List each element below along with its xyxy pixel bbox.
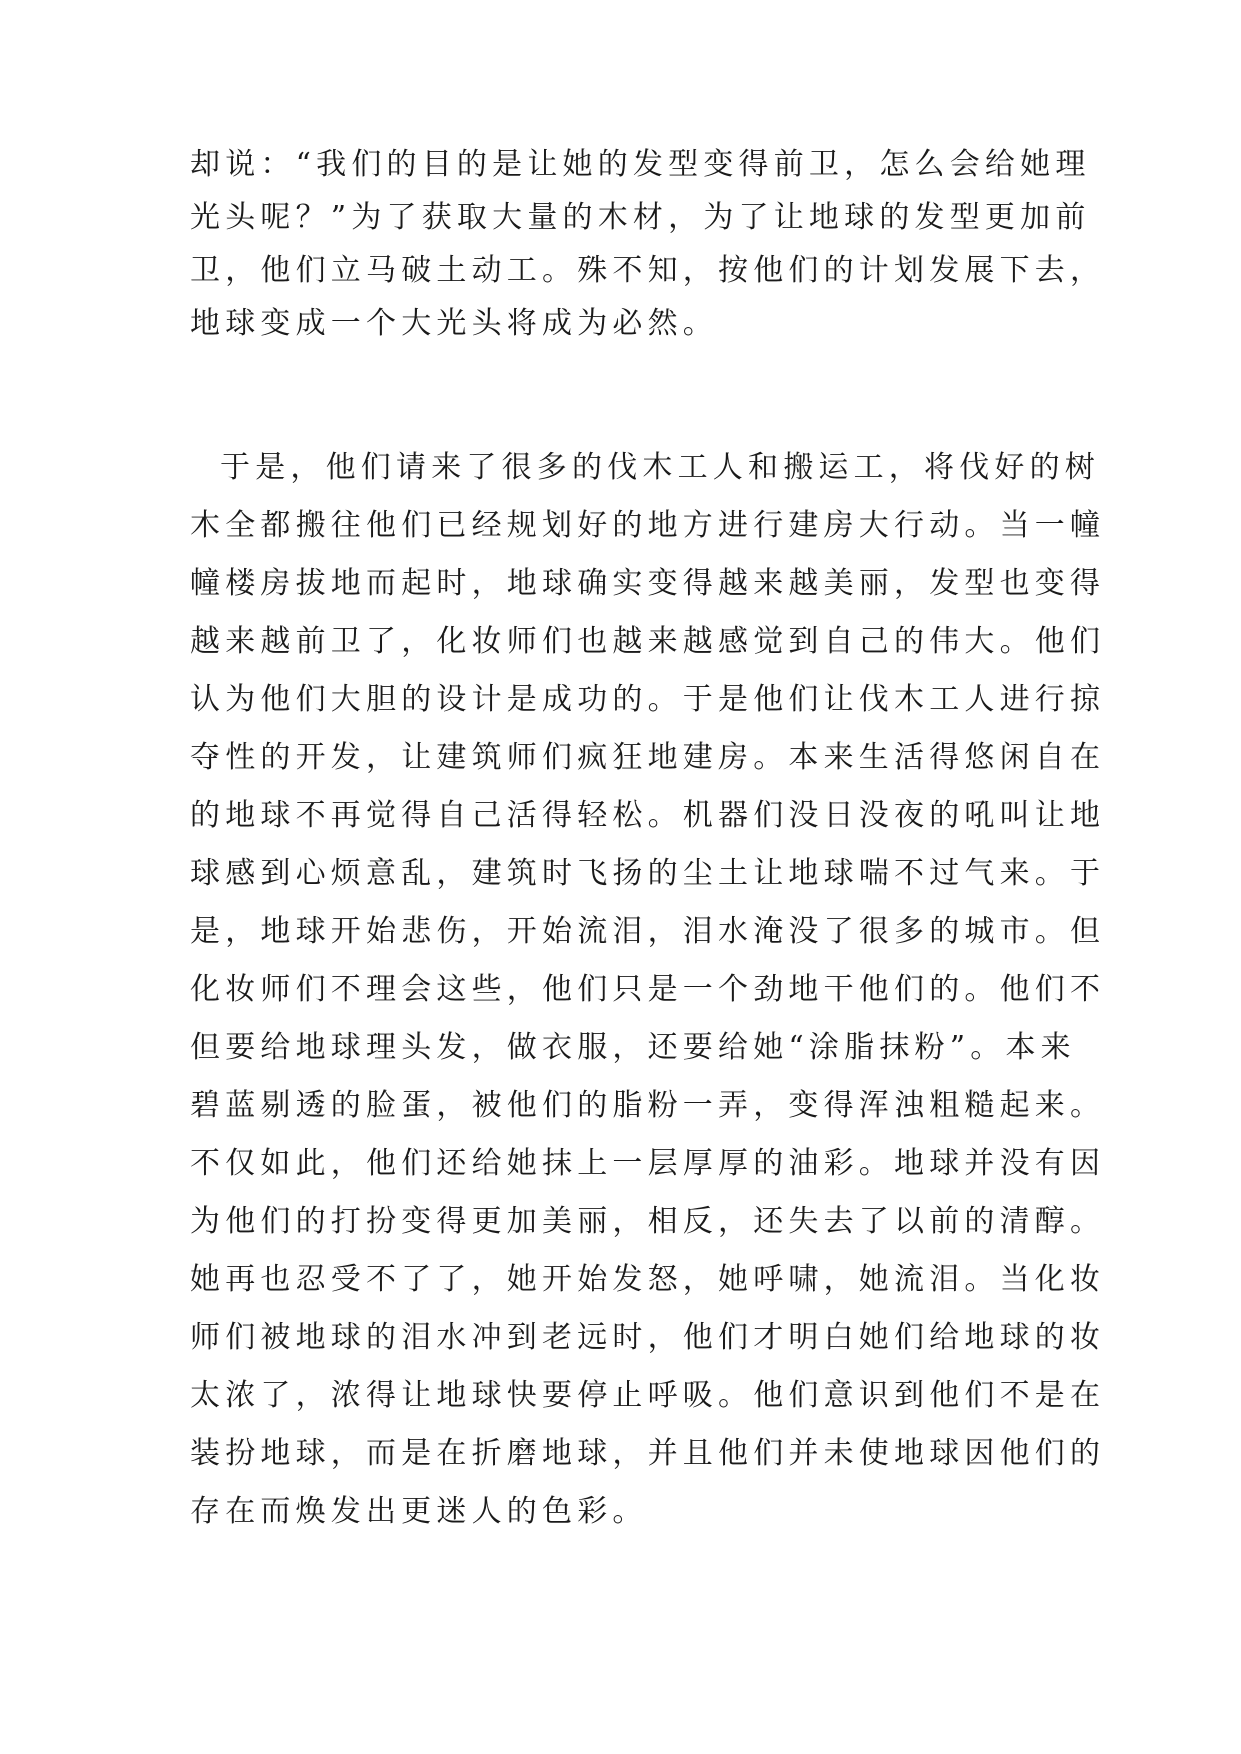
paragraph-2-line-8: 球感到心烦意乱，建筑时飞扬的尘土让地球喘不过气来。于: [190, 856, 1106, 891]
paragraph-2-line-17: 太浓了，浓得让地球快要停止呼吸。他们意识到他们不是在: [190, 1378, 1106, 1413]
paragraph-2-line-7: 的地球不再觉得自己活得轻松。机器们没日没夜的吼叫让地: [190, 798, 1106, 833]
paragraph-2-line-10: 化妆师们不理会这些，他们只是一个劲地干他们的。他们不: [190, 972, 1106, 1007]
paragraph-2-line-3: 幢楼房拔地而起时，地球确实变得越来越美丽，发型也变得: [190, 566, 1106, 601]
paragraph-2-line-6: 夺性的开发，让建筑师们疯狂地建房。本来生活得悠闲自在: [190, 740, 1106, 775]
paragraph-2-line-14: 为他们的打扮变得更加美丽，相反，还失去了以前的清醇。: [190, 1204, 1106, 1239]
paragraph-2-line-5: 认为他们大胆的设计是成功的。于是他们让伐木工人进行掠: [190, 682, 1106, 717]
paragraph-1-line-2: 光头呢？”为了获取大量的木材，为了让地球的发型更加前: [190, 200, 1091, 235]
paragraph-2-line-11: 但要给地球理头发，做衣服，还要给她“涂脂抹粉”。本来: [190, 1030, 1076, 1065]
paragraph-2-line-1: 于是，他们请来了很多的伐木工人和搬运工，将伐好的树: [220, 450, 1100, 485]
paragraph-2-line-2: 木全都搬往他们已经规划好的地方进行建房大行动。当一幢: [190, 508, 1106, 543]
paragraph-2-line-19: 存在而焕发出更迷人的色彩。: [190, 1494, 648, 1529]
paragraph-2-line-4: 越来越前卫了，化妆师们也越来越感觉到自己的伟大。他们: [190, 624, 1106, 659]
paragraph-2-line-12: 碧蓝剔透的脸蛋，被他们的脂粉一弄，变得浑浊粗糙起来。: [190, 1088, 1106, 1123]
paragraph-2-line-18: 装扮地球，而是在折磨地球，并且他们并未使地球因他们的: [190, 1436, 1106, 1471]
paragraph-1-line-4: 地球变成一个大光头将成为必然。: [190, 306, 718, 341]
paragraph-2-line-13: 不仅如此，他们还给她抹上一层厚厚的油彩。地球并没有因: [190, 1146, 1106, 1181]
paragraph-1-line-1: 却说：“我们的目的是让她的发型变得前卫，怎么会给她理: [190, 147, 1091, 182]
paragraph-2-line-15: 她再也忍受不了了，她开始发怒，她呼啸，她流泪。当化妆: [190, 1262, 1106, 1297]
paragraph-2-line-16: 师们被地球的泪水冲到老远时，他们才明白她们给地球的妆: [190, 1320, 1106, 1355]
paragraph-1-line-3: 卫，他们立马破土动工。殊不知，按他们的计划发展下去，: [190, 253, 1106, 288]
paragraph-2-line-9: 是，地球开始悲伤，开始流泪，泪水淹没了很多的城市。但: [190, 914, 1106, 949]
